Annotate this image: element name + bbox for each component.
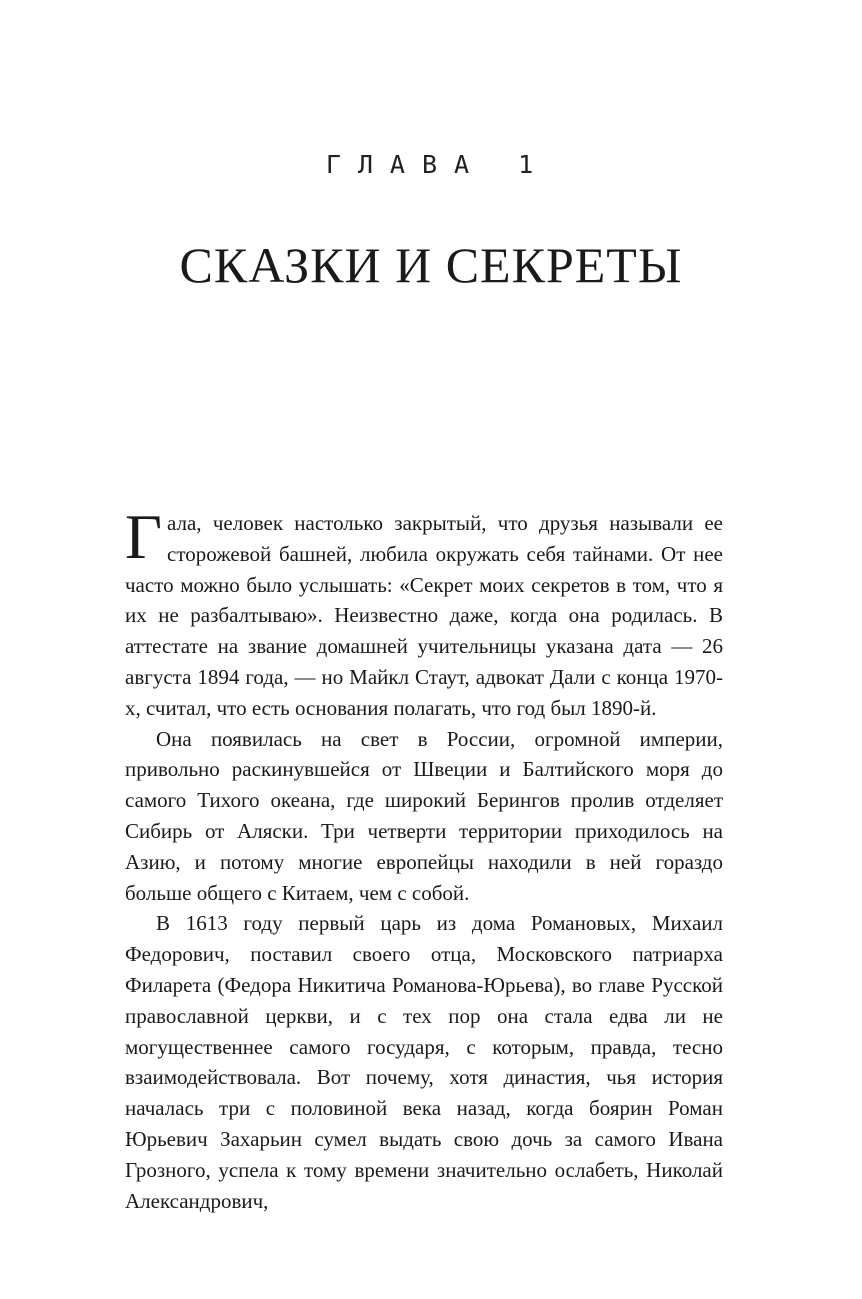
chapter-title: СКАЗКИ И СЕКРЕТЫ: [179, 237, 683, 293]
paragraph-1-text: ала, человек настолько закрытый, что друзья называли ее сторожевой башней, любила окружать себя тайнами. От нее часто можно было услышать: «Секрет моих секретов в том, что я их не разбалтываю». Неизвестно даже, когда она родилась. В аттестате на звание домашней учительницы указана дата — 26 августа 1894 года, — но Майкл Стаут, адвокат Дали с конца 1970-х, считал, что есть основания полагать, что год был 1890-й.: [125, 511, 723, 720]
paragraph-3: В 1613 году первый царь из дома Романовых, Михаил Федорович, поставил своего отца, Московского патриарха Филарета (Федора Никитича Романова-Юрьева), во главе Русской православной церкви, и с тех пор она стала едва ли не могущественнее самого государя, с которым, правда, тесно взаимодействовала. Вот почему, хотя династия, чья история началась три с половиной века назад, когда боярин Роман Юрьевич Захарьин сумел выдать свою дочь за самого Ивана Грозного, успела к тому времени значительно ослабеть, Николай Александрович,: [125, 911, 723, 1213]
chapter-body: [125, 501, 723, 1216]
paragraph-1: [125, 501, 723, 724]
paragraph-2: Она появилась на свет в России, огромной империи, привольно раскинувшейся от Швеции и Балтийского моря до самого Тихого океана, где широкий Берингов пролив отделяет Сибирь от Аляски. Три четверти территории приходилось на Азию, и потому многие европейцы находили в ней гораздо больше общего с Китаем, чем с собой.: [125, 726, 723, 905]
chapter-label: ГЛАВА 1: [325, 150, 551, 179]
drop-cap: Г: [125, 501, 162, 572]
